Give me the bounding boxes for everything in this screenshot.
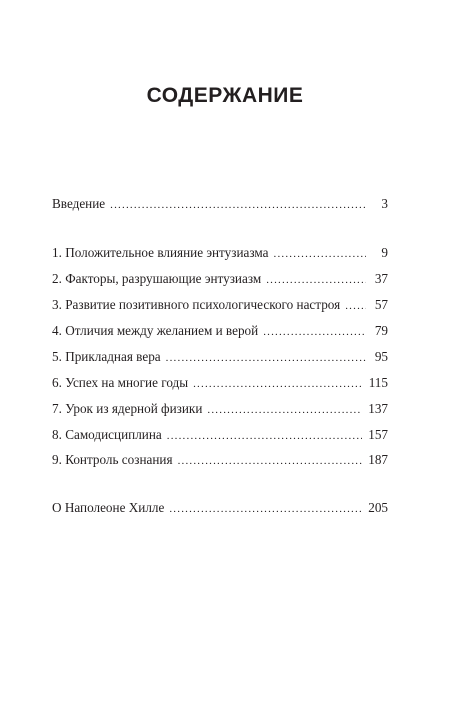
toc-dot-leader [193, 374, 363, 394]
toc-entry-label: 8. Самодисциплина [52, 427, 162, 442]
toc-entry-chapter-7 [52, 399, 388, 419]
toc-dot-leader [274, 244, 367, 264]
toc-entry-label: 2. Факторы, разрушающие энтузиазм [52, 271, 262, 286]
toc-entry-chapter-2 [52, 269, 388, 289]
toc-entry-chapter-8 [52, 425, 388, 445]
toc-entry-chapter-5 [52, 347, 388, 367]
toc-dot-leader [263, 322, 366, 342]
toc-entry-chapter-4 [52, 321, 388, 341]
toc-entry-label: 7. Урок из ядерной физики [52, 401, 203, 416]
toc-entry-chapter-6 [52, 373, 388, 393]
toc-dot-leader [207, 400, 362, 420]
toc-entry-label: О Наполеоне Хилле [52, 500, 165, 515]
toc-entry-page: 37 [374, 271, 388, 286]
toc-entry-page: 157 [368, 427, 388, 442]
toc-entry-page: 137 [368, 401, 388, 416]
toc-entry-label: 6. Успех на многие годы [52, 375, 189, 390]
toc-entry-about-author [52, 498, 388, 518]
toc-entry-page: 57 [374, 297, 388, 312]
toc-entry-label: Введение [52, 196, 106, 211]
toc-entry-label: 3. Развитие позитивного психологического настроя [52, 297, 341, 312]
toc-entry-page: 205 [368, 500, 388, 515]
toc-entry-page: 115 [368, 375, 388, 390]
toc-entry-label: 9. Контроль сознания [52, 452, 173, 467]
toc-entry-label: 5. Прикладная вера [52, 349, 161, 364]
toc-entry-page: 79 [374, 323, 388, 338]
toc-dot-leader [169, 499, 362, 519]
toc-dot-leader [167, 426, 362, 446]
toc-entry-page: 95 [374, 349, 388, 364]
page-title: СОДЕРЖАНИЕ [146, 84, 304, 107]
toc-entry-label: 4. Отличия между желанием и верой [52, 323, 259, 338]
toc-entry-introduction [52, 194, 388, 214]
toc-entry-chapter-3 [52, 295, 388, 315]
toc-entry-page: 187 [368, 452, 388, 467]
toc-dot-leader [178, 451, 363, 471]
toc-entry-chapter-1 [52, 243, 388, 263]
toc-dot-leader [110, 195, 366, 215]
toc-dot-leader [345, 296, 366, 316]
toc-entry-page: 3 [381, 196, 388, 211]
toc-entry-label: 1. Положительное влияние энтузиазма [52, 245, 269, 260]
toc-dot-leader [166, 348, 366, 368]
toc-entry-page: 9 [381, 245, 388, 260]
toc-entry-chapter-9 [52, 450, 388, 470]
toc-dot-leader [266, 270, 366, 290]
